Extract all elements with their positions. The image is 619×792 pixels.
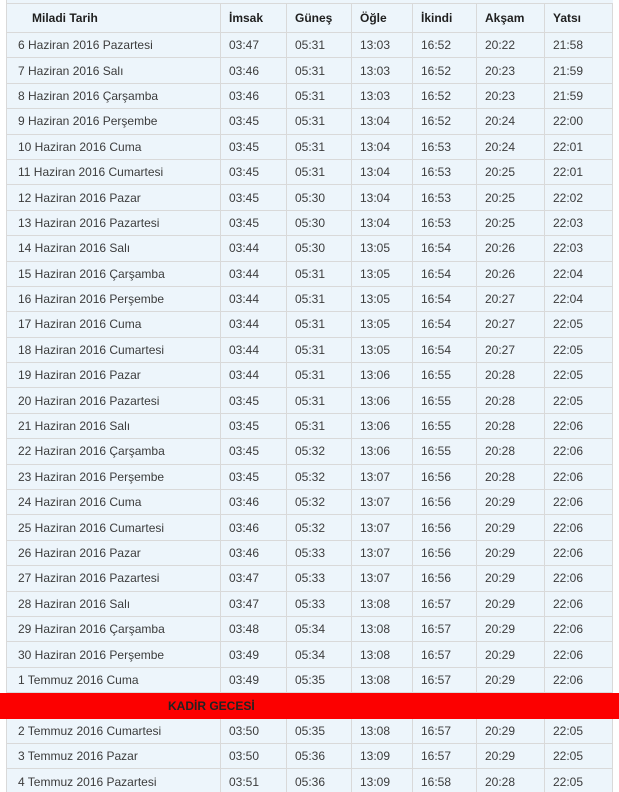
time-cell-ogle: 13:06 [352,363,413,387]
table-row [7,58,613,83]
date-cell: 22 Haziran 2016 Çarşamba [7,439,221,463]
time-cell-gunes: 05:35 [287,668,352,692]
time-cell-imsak: 03:47 [221,33,287,57]
table-row [7,668,613,693]
time-cell-yatsi: 22:06 [545,617,613,641]
date-cell: 27 Haziran 2016 Pazartesi [7,566,221,590]
time-cell-ikindi: 16:52 [413,109,477,133]
time-cell-ikindi: 16:54 [413,312,477,336]
time-cell-ogle: 13:04 [352,185,413,209]
column-header-ogle: Öğle [352,4,413,32]
time-cell-aksam: 20:24 [477,135,545,159]
date-cell: 16 Haziran 2016 Perşembe [7,287,221,311]
date-cell: 12 Haziran 2016 Pazar [7,185,221,209]
time-cell-ogle: 13:06 [352,388,413,412]
time-cell-ogle: 13:07 [352,541,413,565]
table-row [7,338,613,363]
time-cell-ikindi: 16:52 [413,58,477,82]
time-cell-yatsi: 22:06 [545,566,613,590]
time-cell-ikindi: 16:56 [413,541,477,565]
column-header-imsak: İmsak [221,4,287,32]
time-cell-ikindi: 16:54 [413,236,477,260]
table-row [7,109,613,134]
time-cell-ikindi: 16:56 [413,515,477,539]
time-cell-ogle: 13:07 [352,465,413,489]
table-row [7,566,613,591]
time-cell-ogle: 13:04 [352,109,413,133]
date-cell: 26 Haziran 2016 Pazar [7,541,221,565]
time-cell-yatsi: 22:05 [545,338,613,362]
time-cell-yatsi: 22:06 [545,668,613,692]
time-cell-imsak: 03:49 [221,668,287,692]
time-cell-aksam: 20:29 [477,592,545,616]
time-cell-ikindi: 16:55 [413,363,477,387]
time-cell-imsak: 03:44 [221,262,287,286]
time-cell-imsak: 03:44 [221,338,287,362]
time-cell-gunes: 05:31 [287,363,352,387]
table-row [7,363,613,388]
date-cell: 21 Haziran 2016 Salı [7,414,221,438]
table-row [7,642,613,667]
time-cell-imsak: 03:51 [221,769,287,792]
time-cell-aksam: 20:28 [477,769,545,792]
time-cell-ogle: 13:03 [352,33,413,57]
time-cell-imsak: 03:45 [221,388,287,412]
time-cell-yatsi: 22:06 [545,515,613,539]
time-cell-ogle: 13:07 [352,515,413,539]
date-cell: 29 Haziran 2016 Çarşamba [7,617,221,641]
prayer-times-table [6,0,613,792]
time-cell-imsak: 03:50 [221,744,287,768]
time-cell-ogle: 13:04 [352,135,413,159]
time-cell-aksam: 20:23 [477,58,545,82]
time-cell-ikindi: 16:54 [413,262,477,286]
table-row [7,769,613,792]
time-cell-ikindi: 16:52 [413,84,477,108]
time-cell-gunes: 05:31 [287,388,352,412]
table-row [7,33,613,58]
time-cell-imsak: 03:46 [221,84,287,108]
time-cell-ikindi: 16:53 [413,160,477,184]
time-cell-gunes: 05:31 [287,160,352,184]
time-cell-aksam: 20:25 [477,211,545,235]
time-cell-imsak: 03:47 [221,566,287,590]
table-body [7,33,613,792]
column-header-gunes: Güneş [287,4,352,32]
date-cell: 28 Haziran 2016 Salı [7,592,221,616]
time-cell-ogle: 13:05 [352,338,413,362]
time-cell-yatsi: 22:01 [545,160,613,184]
time-cell-gunes: 05:31 [287,135,352,159]
time-cell-yatsi: 22:06 [545,490,613,514]
time-cell-gunes: 05:36 [287,744,352,768]
time-cell-yatsi: 22:05 [545,769,613,792]
time-cell-imsak: 03:45 [221,439,287,463]
time-cell-gunes: 05:31 [287,58,352,82]
time-cell-ogle: 13:04 [352,211,413,235]
time-cell-aksam: 20:27 [477,338,545,362]
time-cell-gunes: 05:30 [287,236,352,260]
time-cell-imsak: 03:44 [221,236,287,260]
time-cell-aksam: 20:26 [477,236,545,260]
date-cell: 25 Haziran 2016 Cumartesi [7,515,221,539]
time-cell-gunes: 05:33 [287,541,352,565]
time-cell-gunes: 05:31 [287,312,352,336]
time-cell-gunes: 05:34 [287,642,352,666]
date-cell: 4 Temmuz 2016 Pazartesi [7,769,221,792]
time-cell-aksam: 20:27 [477,287,545,311]
time-cell-ogle: 13:08 [352,668,413,692]
time-cell-yatsi: 22:06 [545,439,613,463]
table-row [7,465,613,490]
time-cell-yatsi: 22:03 [545,236,613,260]
time-cell-gunes: 05:31 [287,414,352,438]
time-cell-imsak: 03:46 [221,515,287,539]
date-cell: 11 Haziran 2016 Cumartesi [7,160,221,184]
time-cell-yatsi: 22:04 [545,287,613,311]
table-row [7,236,613,261]
time-cell-gunes: 05:32 [287,490,352,514]
time-cell-ikindi: 16:53 [413,185,477,209]
time-cell-gunes: 05:31 [287,287,352,311]
time-cell-ogle: 13:08 [352,592,413,616]
table-row [7,84,613,109]
time-cell-ikindi: 16:56 [413,490,477,514]
time-cell-aksam: 20:25 [477,185,545,209]
column-header-miladi-tarih: Miladi Tarih [7,4,221,32]
date-cell: 6 Haziran 2016 Pazartesi [7,33,221,57]
date-cell: 9 Haziran 2016 Perşembe [7,109,221,133]
date-cell: 20 Haziran 2016 Pazartesi [7,388,221,412]
date-cell: 24 Haziran 2016 Cuma [7,490,221,514]
time-cell-aksam: 20:28 [477,465,545,489]
time-cell-gunes: 05:32 [287,515,352,539]
column-header-ikindi: İkindi [413,4,477,32]
time-cell-ogle: 13:09 [352,769,413,792]
time-cell-ikindi: 16:57 [413,592,477,616]
time-cell-aksam: 20:23 [477,84,545,108]
time-cell-yatsi: 21:59 [545,84,613,108]
time-cell-ikindi: 16:57 [413,719,477,743]
time-cell-aksam: 20:29 [477,617,545,641]
time-cell-ogle: 13:07 [352,490,413,514]
date-cell: 2 Temmuz 2016 Cumartesi [7,719,221,743]
time-cell-ikindi: 16:57 [413,744,477,768]
time-cell-imsak: 03:45 [221,414,287,438]
time-cell-aksam: 20:27 [477,312,545,336]
time-cell-ogle: 13:08 [352,617,413,641]
time-cell-imsak: 03:49 [221,642,287,666]
time-cell-imsak: 03:46 [221,58,287,82]
time-cell-ogle: 13:05 [352,312,413,336]
time-cell-ogle: 13:03 [352,58,413,82]
time-cell-yatsi: 21:59 [545,58,613,82]
date-cell: 3 Temmuz 2016 Pazar [7,744,221,768]
time-cell-aksam: 20:29 [477,515,545,539]
time-cell-ikindi: 16:55 [413,439,477,463]
time-cell-yatsi: 22:02 [545,185,613,209]
time-cell-ogle: 13:06 [352,414,413,438]
date-cell: 19 Haziran 2016 Pazar [7,363,221,387]
time-cell-aksam: 20:24 [477,109,545,133]
time-cell-ogle: 13:08 [352,642,413,666]
time-cell-aksam: 20:29 [477,490,545,514]
time-cell-yatsi: 22:06 [545,541,613,565]
date-cell: 7 Haziran 2016 Salı [7,58,221,82]
time-cell-aksam: 20:29 [477,719,545,743]
time-cell-imsak: 03:45 [221,135,287,159]
column-header-yatsi: Yatsı [545,4,613,32]
table-row [7,287,613,312]
time-cell-yatsi: 22:06 [545,465,613,489]
time-cell-gunes: 05:33 [287,566,352,590]
time-cell-ikindi: 16:53 [413,211,477,235]
time-cell-ogle: 13:08 [352,719,413,743]
time-cell-ogle: 13:09 [352,744,413,768]
table-row [7,211,613,236]
time-cell-imsak: 03:47 [221,592,287,616]
time-cell-ogle: 13:03 [352,84,413,108]
time-cell-ogle: 13:06 [352,439,413,463]
time-cell-aksam: 20:28 [477,439,545,463]
date-cell: 14 Haziran 2016 Salı [7,236,221,260]
time-cell-ogle: 13:04 [352,160,413,184]
table-row [7,515,613,540]
time-cell-aksam: 20:28 [477,414,545,438]
kadir-gecesi-banner [0,693,619,718]
time-cell-ikindi: 16:56 [413,566,477,590]
time-cell-imsak: 03:45 [221,185,287,209]
time-cell-gunes: 05:31 [287,262,352,286]
time-cell-gunes: 05:34 [287,617,352,641]
time-cell-aksam: 20:29 [477,744,545,768]
time-cell-imsak: 03:45 [221,465,287,489]
time-cell-gunes: 05:31 [287,109,352,133]
time-cell-yatsi: 22:01 [545,135,613,159]
time-cell-gunes: 05:30 [287,185,352,209]
table-row [7,541,613,566]
time-cell-gunes: 05:32 [287,465,352,489]
time-cell-aksam: 20:28 [477,363,545,387]
date-cell: 10 Haziran 2016 Cuma [7,135,221,159]
time-cell-imsak: 03:50 [221,719,287,743]
time-cell-imsak: 03:44 [221,312,287,336]
table-row [7,719,613,744]
time-cell-imsak: 03:44 [221,363,287,387]
time-cell-gunes: 05:31 [287,338,352,362]
time-cell-gunes: 05:32 [287,439,352,463]
time-cell-yatsi: 22:03 [545,211,613,235]
time-cell-aksam: 20:28 [477,388,545,412]
column-header-aksam: Akşam [477,4,545,32]
time-cell-aksam: 20:22 [477,33,545,57]
time-cell-imsak: 03:48 [221,617,287,641]
table-row [7,388,613,413]
table-row [7,592,613,617]
table-row [7,135,613,160]
time-cell-aksam: 20:26 [477,262,545,286]
time-cell-aksam: 20:29 [477,541,545,565]
time-cell-imsak: 03:46 [221,490,287,514]
date-cell: 30 Haziran 2016 Perşembe [7,642,221,666]
time-cell-ikindi: 16:54 [413,338,477,362]
kadir-gecesi-label: KADİR GECESİ [168,698,255,713]
time-cell-ikindi: 16:56 [413,465,477,489]
table-row [7,312,613,337]
date-cell: 1 Temmuz 2016 Cuma [7,668,221,692]
time-cell-ogle: 13:05 [352,262,413,286]
table-row [7,617,613,642]
time-cell-imsak: 03:44 [221,287,287,311]
time-cell-aksam: 20:29 [477,642,545,666]
time-cell-yatsi: 22:06 [545,642,613,666]
table-row [7,490,613,515]
time-cell-yatsi: 22:05 [545,719,613,743]
time-cell-ogle: 13:05 [352,287,413,311]
time-cell-aksam: 20:25 [477,160,545,184]
time-cell-yatsi: 22:06 [545,414,613,438]
time-cell-gunes: 05:31 [287,33,352,57]
time-cell-imsak: 03:45 [221,109,287,133]
time-cell-ogle: 13:05 [352,236,413,260]
time-cell-yatsi: 22:06 [545,592,613,616]
table-row [7,185,613,210]
date-cell: 17 Haziran 2016 Cuma [7,312,221,336]
time-cell-imsak: 03:45 [221,211,287,235]
time-cell-ikindi: 16:52 [413,33,477,57]
date-cell: 8 Haziran 2016 Çarşamba [7,84,221,108]
time-cell-gunes: 05:31 [287,84,352,108]
time-cell-yatsi: 22:00 [545,109,613,133]
time-cell-imsak: 03:45 [221,160,287,184]
time-cell-yatsi: 22:05 [545,363,613,387]
time-cell-ikindi: 16:55 [413,414,477,438]
time-cell-gunes: 05:36 [287,769,352,792]
table-row [7,744,613,769]
time-cell-ikindi: 16:55 [413,388,477,412]
time-cell-yatsi: 22:05 [545,388,613,412]
table-header-row [7,4,613,33]
time-cell-yatsi: 22:05 [545,312,613,336]
time-cell-ogle: 13:07 [352,566,413,590]
time-cell-ikindi: 16:57 [413,668,477,692]
time-cell-ikindi: 16:58 [413,769,477,792]
date-cell: 13 Haziran 2016 Pazartesi [7,211,221,235]
time-cell-gunes: 05:33 [287,592,352,616]
time-cell-imsak: 03:46 [221,541,287,565]
time-cell-aksam: 20:29 [477,668,545,692]
date-cell: 18 Haziran 2016 Cumartesi [7,338,221,362]
time-cell-ikindi: 16:57 [413,617,477,641]
time-cell-ikindi: 16:57 [413,642,477,666]
date-cell: 15 Haziran 2016 Çarşamba [7,262,221,286]
table-row [7,262,613,287]
time-cell-yatsi: 22:05 [545,744,613,768]
time-cell-yatsi: 21:58 [545,33,613,57]
time-cell-ikindi: 16:53 [413,135,477,159]
time-cell-ikindi: 16:54 [413,287,477,311]
table-row [7,439,613,464]
date-cell: 23 Haziran 2016 Perşembe [7,465,221,489]
time-cell-aksam: 20:29 [477,566,545,590]
time-cell-gunes: 05:30 [287,211,352,235]
table-row [7,160,613,185]
table-row [7,414,613,439]
time-cell-yatsi: 22:04 [545,262,613,286]
time-cell-gunes: 05:35 [287,719,352,743]
